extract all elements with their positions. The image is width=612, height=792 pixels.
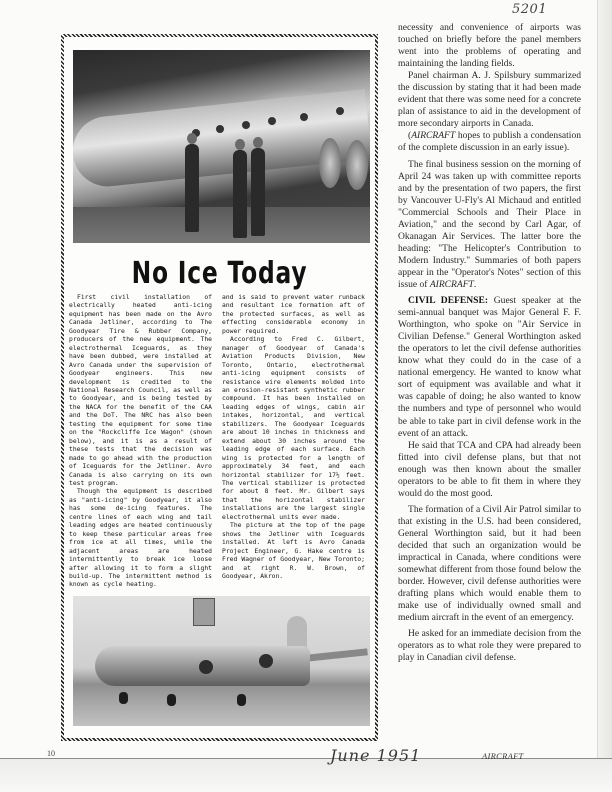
porthole <box>241 120 251 130</box>
story-paragraph: He asked for an immediate decision from the operators as to what role they were prepared to play in Canadian civil defense. <box>398 628 581 664</box>
story-text: The final business session on the morning of April 24 was taken up with committee reports and by the presentation of two papers, the first by Vancouver U-Fly's Al Michaud and entitled "Commercial Schools and Their Place in Aviation," and the second by Carl Agar, of Okanagan Air Services. The latter bore the heading: "The Helicopter's Contribution to Modern Industry." Summaries of both papers appear in the "Operator's Notes" section of this issue of <box>398 158 581 290</box>
test-rig <box>193 598 215 626</box>
article-paragraph: According to Fred C. Gilbert, manager of Goodyear of Canada's Aviation Products Division, New Toronto, Ontario, electrothermal anti-icing equipment consists of resistance wire elements molded into an erosion-resistant synthetic rubber compound. It has been installed on leading edges of wings, cabin air intakes, horizontal, and vertical stabilizers. The Goodyear Iceguards are about 10 inches in thickness and extend about 30 inches around the leading edge of each surface. Each wing is protected for a length of approximately 34 feet, and each horizontal stabilizer for 17½ feet. The vertical stabilizer is protected for about 8 feet. Mr. Gilbert says that the horizontal stabilizer installations are the largest single electrothermal units ever made. <box>222 336 365 521</box>
story-paragraph: Panel chairman A. J. Spilsbury summarized the discussion by stating that it had been made evident that there was some need for a concrete plan of assistance to aid in the development of more secondary airports in Canada. <box>398 70 581 130</box>
person-g-hake <box>185 144 199 232</box>
ice-wagon-aircraft-photo <box>73 596 370 726</box>
story-paragraph: He said that TCA and CPA had already been fitted into civil defense plans, but that not enough was then known about the smaller operators to be able to fit them in where they would do the most good. <box>398 439 581 499</box>
porthole <box>299 112 309 122</box>
propeller <box>199 660 213 674</box>
person-fred-wagner <box>233 150 247 238</box>
article-column-right <box>222 294 365 581</box>
story-text: Guest speaker at the semi-annual banquet was Major General F. F. Worthington, who spoke on "Air Service in Civilian Defense." General Worthington asked the operators to let the civil defense authorities know what they could do in the case of a national emergency. He wanted to know what sort of equipment was available and what it was capable of doing; he also wanted to know the numbers and type of personnel who would be able to take part in civil defense work in the event of an attack. <box>398 295 581 439</box>
propeller <box>259 654 273 668</box>
article-paragraph: First civil installation of electrically heated anti-icing equipment has been made on the Avro Canada Jetliner, according to The Goodyear Tire & Rubber Company, producers of the new equipment. The electrothermal Iceguards, as they have been dubbed, were installed at Avro Canada under the supervision of Goodyear engineers. This new development is credited to the National Research Council, as well as to Goodyear, and is being tested by the NACA for the benefit of the CAA and the DoT. The NRC has also been testing the equipment for some time on the "Rockcliffe Ice Wagon" (shown below), and it is as a result of these tests that the decision was made to go ahead with the production of Iceguards for the Jetliner. Avro Canada is also carrying on its own test program. <box>69 294 212 487</box>
story-text: hopes to publish a condensation of the complete discussion in an early issue). <box>398 130 581 154</box>
main-wheel <box>237 694 246 706</box>
paren: ( <box>408 130 412 142</box>
story-paragraph <box>398 295 581 440</box>
page-bottom-shadow <box>0 758 612 792</box>
article-paragraph: Though the equipment is described as "anti-icing" by Goodyear, it also has some de-icing features. The centre lines of each wing and tail leading edges are heated continuously to keep these particular areas free from ice at all times, while the adjacent areas are heated intermittently to break ice loose after allowing it to form a slight build-up. The intermittent method is known as cycle heating. <box>69 488 212 589</box>
porthole <box>335 106 345 116</box>
handwritten-document-id: 5201 <box>512 2 548 17</box>
story-paragraph <box>398 159 581 292</box>
engine-nacelle <box>346 140 368 190</box>
article-paragraph: The picture at the top of the page shows the Jetliner with Iceguards installed. At left is Avro Canada Project Engineer, G. Hake centre is Fred Wagner of Goodyear, New Toronto; and at right R. W. Brown, of Goodyear, Akron. <box>222 522 365 580</box>
main-wheel <box>167 694 176 706</box>
handwritten-date: June 1951 <box>330 746 422 765</box>
jetliner-hangar-photo <box>73 50 370 243</box>
story-paragraph <box>398 130 581 154</box>
boxed-article <box>61 34 378 741</box>
page-edge <box>597 0 612 760</box>
porthole <box>215 124 225 134</box>
magazine-name-footer: AIRCRAFT <box>482 751 524 761</box>
magazine-name-italic: AIRCRAFT <box>429 278 474 290</box>
page-number: 10 <box>47 749 55 758</box>
story-paragraph: The formation of a Civil Air Patrol similar to that existing in the U.S. had been considered, General Worthington said, but it had been decided that such an organization would be impractical in Canada, where conditions were somewhat different from those found below the border. However, civil defense authorities were drafting plans which would enable them to make use of individually owned small and medium aircraft in the event of an emergency. <box>398 503 581 624</box>
story-text: . <box>473 278 477 290</box>
engine-nacelle <box>319 138 341 188</box>
hangar-floor <box>73 207 370 243</box>
porthole <box>267 116 277 126</box>
person-rw-brown <box>251 148 265 236</box>
article-headline: No Ice Today <box>131 256 308 291</box>
sidebar-story-column <box>398 22 581 664</box>
section-heading-civil-defense: CIVIL DEFENSE: <box>408 295 489 307</box>
magazine-name-italic: AIRCRAFT <box>411 130 456 142</box>
article-column-left <box>69 294 212 590</box>
article-paragraph: and is said to prevent water runback and resultant ice formation aft of the protected surfaces, as well as effecting considerable economy in power required. <box>222 294 365 335</box>
story-paragraph: necessity and convenience of airports was touched on briefly before the panel members went into the problems of operating and maintaining the landing fields. <box>398 22 581 70</box>
nose-wheel <box>119 692 128 704</box>
